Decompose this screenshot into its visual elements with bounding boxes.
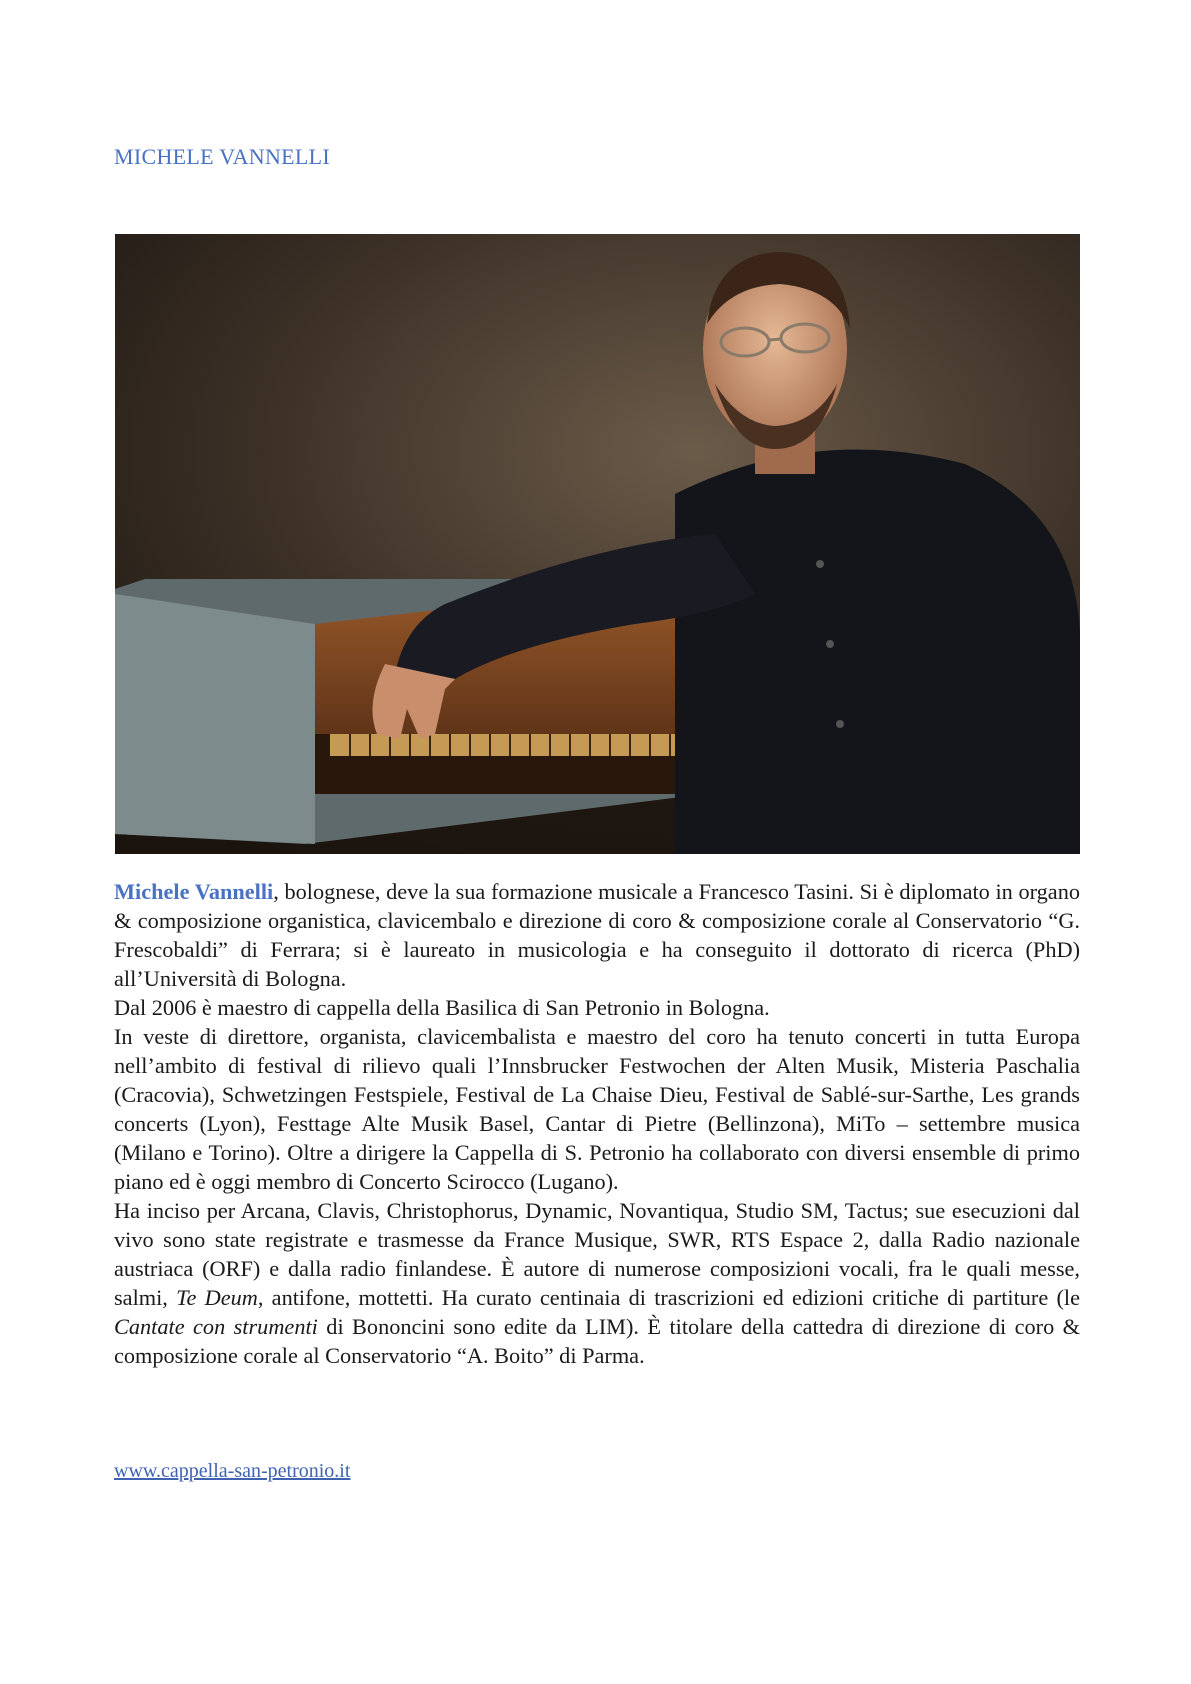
bio-italic-cantate: Cantate con strumenti xyxy=(114,1314,318,1339)
bio-paragraph-4-text-c: di Bononcini sono edite da LIM). È titolare della cattedra di direzione di coro & composizione corale al Conservatorio “A. Boito” di Parma. xyxy=(114,1314,1080,1368)
page-title: MICHELE VANNELLI xyxy=(114,144,331,169)
bio-paragraph-2: Dal 2006 è maestro di cappella della Basilica di San Petronio in Bologna. xyxy=(114,995,770,1020)
portrait-photo-illustration xyxy=(115,234,1080,854)
website-link[interactable]: www.cappella-san-petronio.it xyxy=(114,1460,351,1482)
bio-paragraph-4 xyxy=(114,1196,1080,1370)
portrait-photo xyxy=(115,234,1080,854)
bio-italic-te-deum: Te Deum xyxy=(176,1285,258,1310)
bio-paragraph-4-text-b: , antifone, mottetti. Ha curato centinaia di trascrizioni ed edizioni critiche di partiture (le xyxy=(257,1285,1080,1310)
bio-paragraph-4-text-a: Ha inciso per Arcana, Clavis, Christophorus, Dynamic, Novantiqua, Studio SM, Tactus; sue esecuzioni dal vivo sono state registrate e trasmesse da France Musique, SWR, RTS Espace 2, dalla Radio nazionale austriaca (ORF) e dalla radio finlandese. È autore di numerose composizioni vocali, fra le quali messe, salmi, xyxy=(114,1198,1080,1310)
bio-paragraph-1 xyxy=(114,877,1080,993)
biography-text xyxy=(114,877,1080,1370)
bio-paragraph-3: In veste di direttore, organista, clavicembalista e maestro del coro ha tenuto concerti in tutta Europa nell’ambito di festival di rilievo quali l’Innsbrucker Festwochen der Alten Musik, Misteria Paschalia (Cracovia), Schwetzingen Festspiele, Festival de La Chaise Dieu, Festival de Sablé-sur-Sarthe, Les grands concerts (Lyon), Festtage Alte Musik Basel, Cantar di Pietre (Bellinzona), MiTo – settembre musica (Milano e Torino). Oltre a dirigere la Cappella di S. Petronio ha collaborato con diversi ensemble di primo piano ed è oggi membro di Concerto Scirocco (Lugano). xyxy=(114,1024,1080,1194)
bio-paragraph-1-text: , bolognese, deve la sua formazione musicale a Francesco Tasini. Si è diplomato in organo & composizione organistica, clavicembalo e direzione di coro & composizione corale al Conservatorio “G. Frescobaldi” di Ferrara; si è laureato in musicologia e ha conseguito il dottorato di ricerca (PhD) all’Università di Bologna. xyxy=(114,879,1080,991)
bio-name: Michele Vannelli xyxy=(114,879,274,904)
